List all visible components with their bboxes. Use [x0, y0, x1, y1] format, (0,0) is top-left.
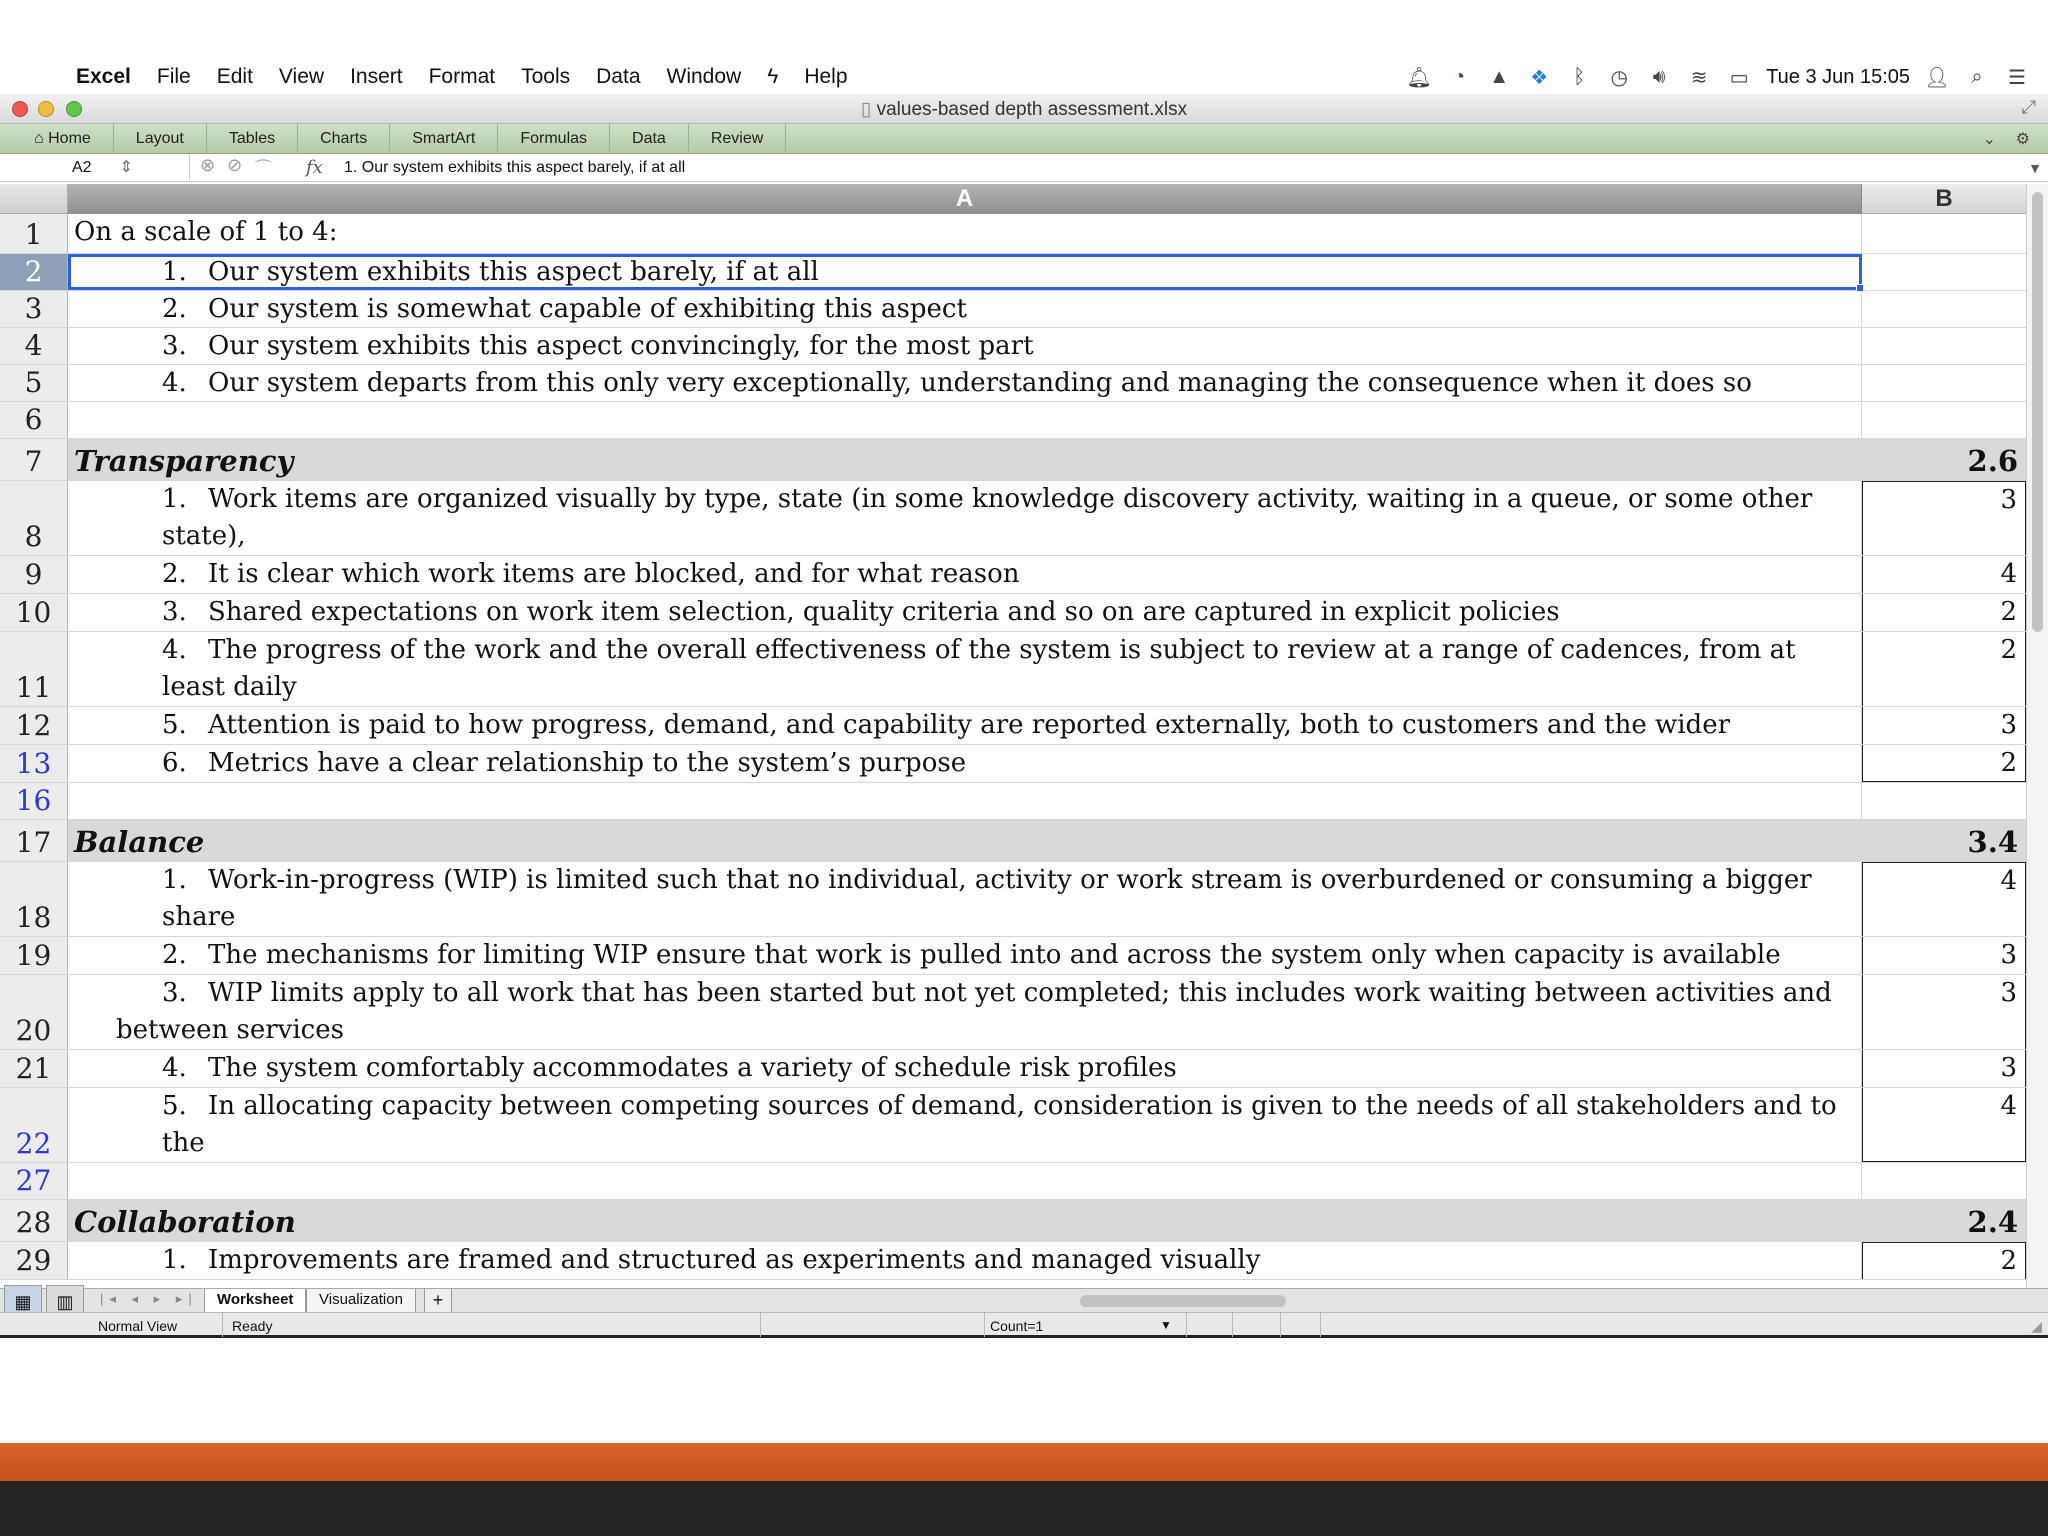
evernote-icon[interactable]: ◔ — [1453, 65, 1466, 88]
page-layout-view-icon[interactable]: ▥ — [46, 1285, 84, 1319]
item-text: WIP limits apply to all work that has been started but not yet completed; this includes work waiting between activities and — [208, 978, 1832, 1008]
row-number[interactable]: 21 — [0, 1050, 68, 1087]
row-number[interactable]: 12 — [0, 707, 68, 744]
score-cell[interactable]: 2 — [1862, 745, 2026, 782]
row-number[interactable]: 5 — [0, 365, 68, 401]
item-number: 4. — [162, 1053, 187, 1083]
volume-icon[interactable]: 🔊︎ — [1652, 65, 1666, 88]
notification-center-icon[interactable]: ☰ — [2008, 66, 2026, 89]
item-number: 1. — [162, 1245, 187, 1275]
status-menus — [1406, 65, 2030, 90]
table-row — [0, 214, 2026, 254]
cell-text-line — [162, 481, 1855, 555]
table-row — [0, 745, 2026, 783]
score-cell[interactable]: 2 — [1862, 632, 2026, 706]
table-row — [0, 862, 2026, 937]
row-number[interactable]: 9 — [0, 556, 68, 593]
normal-view-icon[interactable]: ▦ — [4, 1285, 42, 1319]
item-number: 2. — [162, 940, 187, 970]
row-number[interactable]: 16 — [0, 783, 68, 819]
cell-text-line — [162, 937, 1855, 974]
table-row — [0, 328, 2026, 365]
scale-definition-cell[interactable] — [68, 254, 1862, 290]
row-number[interactable]: 1 — [0, 214, 68, 253]
section-average-cell[interactable]: 3.4 — [1967, 825, 2018, 859]
menu-view[interactable]: View — [278, 65, 325, 88]
cell-text-line — [162, 632, 1855, 706]
item-text: Shared expectations on work item selection, quality criteria and so on are captured in explicit policies — [208, 597, 1560, 627]
row-number[interactable]: 29 — [0, 1242, 68, 1279]
row-number[interactable]: 8 — [0, 481, 68, 555]
fullscreen-icon[interactable]: ⤢ — [2021, 97, 2036, 117]
bluetooth-icon[interactable]: ᛒ — [1573, 65, 1586, 88]
table-row — [0, 632, 2026, 707]
score-cell[interactable]: 4 — [1862, 1088, 2026, 1162]
spotlight-search-icon[interactable]: ⌕ — [1971, 65, 1983, 88]
row-number[interactable]: 28 — [0, 1200, 68, 1241]
item-text: Metrics have a clear relationship to the system’s purpose — [208, 748, 967, 778]
empty-cell[interactable] — [1862, 254, 2026, 290]
item-text: The progress of the work and the overall effectiveness of the system is subject to review at a range of cadences, from at least daily — [162, 635, 1796, 702]
formula-paren-icon[interactable]: ⌒ — [254, 158, 273, 179]
score-cell[interactable]: 3 — [1862, 481, 2026, 555]
item-number: 5. — [162, 1091, 187, 1121]
clock[interactable]: Tue 3 Jun 15:05 — [1766, 65, 1910, 88]
empty-cell[interactable] — [1862, 402, 2026, 438]
item-number: 1. — [162, 257, 187, 287]
score-cell[interactable]: 4 — [1862, 862, 2026, 936]
criterion-cell[interactable] — [68, 556, 1862, 593]
dropbox-icon[interactable]: ❖ — [1530, 66, 1549, 89]
menu-format[interactable]: Format — [428, 65, 496, 88]
empty-cell[interactable] — [1862, 291, 2026, 327]
empty-cell[interactable] — [1862, 783, 2026, 819]
select-all-corner[interactable] — [0, 184, 68, 214]
window-title-bar — [0, 94, 2048, 124]
scale-definition-cell[interactable] — [68, 291, 1862, 327]
vertical-scrollbar[interactable] — [2026, 184, 2048, 1288]
score-cell[interactable]: 2 — [1862, 594, 2026, 631]
cell-text-line — [162, 556, 1855, 593]
item-text: The system comfortably accommodates a variety of schedule risk profiles — [208, 1053, 1177, 1083]
table-row — [0, 937, 2026, 975]
item-text: Our system exhibits this aspect convincingly, for the most part — [208, 331, 1034, 361]
time-machine-icon[interactable]: ◷ — [1610, 66, 1628, 89]
resize-grip-icon[interactable]: ◢ — [2031, 1318, 2042, 1334]
cell-text-line — [162, 745, 1855, 782]
table-row — [0, 556, 2026, 594]
item-text-continued: between services — [116, 1015, 344, 1045]
cell-text-line — [162, 707, 1855, 744]
wifi-icon[interactable]: ≋ — [1690, 66, 1708, 89]
tab-tables[interactable]: Tables — [207, 124, 298, 154]
item-number: 2. — [162, 294, 187, 324]
item-text: It is clear which work items are blocked, and for what reason — [208, 559, 1020, 589]
table-row — [0, 1242, 2026, 1280]
row-number[interactable]: 20 — [0, 975, 68, 1049]
row-number[interactable]: 7 — [0, 439, 68, 480]
sheet-tab-visualization[interactable]: Visualization — [306, 1289, 416, 1313]
intro-cell[interactable]: On a scale of 1 to 4: — [68, 214, 1862, 253]
menu-edit[interactable]: Edit — [216, 65, 253, 88]
tab-layout[interactable]: Layout — [114, 124, 207, 154]
criterion-cell[interactable] — [68, 481, 1862, 555]
empty-cell[interactable] — [68, 1163, 1862, 1199]
spreadsheet-grid — [0, 184, 2026, 1288]
battery-icon[interactable]: ▭ — [1729, 66, 1749, 89]
score-cell[interactable]: 2 — [1862, 1242, 2026, 1279]
section-heading-cell[interactable]: Collaboration — [68, 1200, 1862, 1241]
script-menu-icon[interactable]: ϟ — [767, 65, 779, 88]
insert-function-icon[interactable]: fx — [306, 157, 323, 178]
item-number: 1. — [162, 484, 187, 514]
table-row — [0, 254, 2026, 291]
table-row — [0, 402, 2026, 439]
empty-cell[interactable] — [1862, 365, 2026, 401]
ribbon-collapse-icon[interactable]: ⌄ — [1982, 130, 1996, 148]
item-number: 5. — [162, 710, 187, 740]
table-row — [0, 1050, 2026, 1088]
cancel-entry-icon[interactable]: ⊗ — [200, 154, 216, 175]
menu-bar — [0, 60, 2048, 94]
formula-bar — [0, 154, 2048, 182]
row-number[interactable]: 27 — [0, 1163, 68, 1199]
presentation-orange-band — [0, 1443, 2048, 1481]
score-cell[interactable]: 3 — [1862, 937, 2026, 974]
empty-cell[interactable] — [68, 783, 1862, 819]
sheet-tab-worksheet[interactable]: Worksheet — [204, 1289, 306, 1313]
cell-text-line — [162, 328, 1855, 364]
item-number: 4. — [162, 635, 187, 665]
criterion-cell[interactable] — [68, 975, 1862, 1049]
row-number[interactable]: 10 — [0, 594, 68, 631]
presentation-dark-band — [0, 1481, 2048, 1536]
criterion-cell[interactable] — [68, 937, 1862, 974]
tab-review[interactable]: Review — [689, 124, 786, 154]
item-number: 2. — [162, 559, 187, 589]
column-header-a[interactable]: A — [68, 184, 1862, 214]
menu-tools[interactable]: Tools — [521, 65, 571, 88]
item-number: 6. — [162, 748, 187, 778]
column-header-row — [0, 184, 2026, 214]
status-count-dropdown-icon[interactable]: ▼ — [1160, 1318, 1172, 1332]
item-number: 4. — [162, 368, 187, 398]
item-text: In allocating capacity between competing sources of demand, consideration is given to the needs of all stakeholders and to the — [162, 1091, 1837, 1158]
window-title: values-based depth assessment.xlsx — [876, 99, 1188, 120]
name-box[interactable]: A2 ⇕ — [0, 154, 190, 182]
row-number[interactable]: 3 — [0, 291, 68, 327]
sheet-navigation-arrows-icon[interactable]: |◂ ◂ ▸ ▸| — [100, 1291, 198, 1306]
ribbon-tab-bar — [0, 124, 2048, 154]
cell-text-line — [162, 1088, 1855, 1162]
tab-smartart[interactable]: SmartArt — [390, 124, 498, 154]
status-count[interactable]: Count=1 — [990, 1318, 1044, 1334]
row-number[interactable]: 18 — [0, 862, 68, 936]
google-drive-icon[interactable]: ▲ — [1489, 65, 1510, 88]
formula-bar-expand-icon[interactable]: ▼ — [2028, 159, 2042, 176]
menu-data[interactable]: Data — [596, 65, 641, 88]
table-row — [0, 291, 2026, 328]
section-heading-cell[interactable]: Transparency — [68, 439, 1862, 480]
item-text: Our system departs from this only very exceptionally, understanding and managing the consequence when it does so — [208, 368, 1752, 398]
cell-text-line — [162, 594, 1855, 631]
section-heading-cell[interactable]: Balance — [68, 820, 1862, 861]
table-row — [0, 1163, 2026, 1200]
item-number: 3. — [162, 597, 187, 627]
scale-definition-cell[interactable] — [68, 328, 1862, 364]
menu-file[interactable]: File — [156, 65, 191, 88]
row-number[interactable]: 2 — [0, 254, 68, 290]
status-bar — [0, 1312, 2048, 1338]
table-row — [0, 975, 2026, 1050]
score-cell[interactable]: 3 — [1862, 1050, 2026, 1087]
empty-cell[interactable] — [1862, 1163, 2026, 1199]
row-number[interactable]: 19 — [0, 937, 68, 974]
item-text: Improvements are framed and structured as experiments and managed visually — [208, 1245, 1261, 1275]
tab-formulas[interactable]: Formulas — [498, 124, 610, 154]
scale-definition-cell[interactable] — [68, 365, 1862, 401]
cell-text-line — [162, 254, 1855, 290]
menu-help[interactable]: Help — [804, 65, 848, 88]
cell-text-line — [162, 1050, 1855, 1087]
row-number[interactable]: 6 — [0, 402, 68, 438]
criterion-cell[interactable] — [68, 594, 1862, 631]
home-icon: ⌂ — [34, 129, 49, 147]
tab-data[interactable]: Data — [610, 124, 689, 154]
add-sheet-button[interactable]: + — [424, 1289, 452, 1313]
section-row — [0, 439, 2026, 481]
user-icon[interactable]: 👤︎ — [1924, 66, 1950, 89]
section-row — [0, 1200, 2026, 1242]
cell-text-line — [162, 365, 1855, 401]
table-row — [0, 707, 2026, 745]
row-number[interactable]: 13 — [0, 745, 68, 782]
column-header-b[interactable]: B — [1862, 184, 2026, 214]
criterion-cell[interactable] — [68, 632, 1862, 706]
criterion-cell[interactable] — [68, 1050, 1862, 1087]
cell-text-line — [162, 975, 1855, 1012]
criterion-cell[interactable] — [68, 745, 1862, 782]
item-text: The mechanisms for limiting WIP ensure that work is pulled into and across the system only when capacity is available — [208, 940, 1781, 970]
row-number[interactable]: 4 — [0, 328, 68, 364]
ribbon-settings-gear-icon[interactable]: ⚙ — [2015, 130, 2030, 148]
section-average-cell[interactable]: 2.4 — [1967, 1205, 2018, 1239]
score-cell[interactable]: 3 — [1862, 975, 2026, 1049]
table-row — [0, 1088, 2026, 1163]
empty-cell[interactable] — [1862, 328, 2026, 364]
menu-insert[interactable]: Insert — [350, 65, 403, 88]
vertical-scroll-thumb[interactable] — [2032, 192, 2043, 632]
cell-text-line — [162, 862, 1855, 936]
item-text: Work-in-progress (WIP) is limited such that no individual, activity or work stream is overburdened or consuming a bigger share — [162, 865, 1812, 932]
menu-app-excel[interactable]: Excel — [76, 65, 131, 88]
row-number[interactable]: 17 — [0, 820, 68, 861]
empty-cell[interactable] — [1862, 214, 2026, 253]
item-text: Attention is paid to how progress, demand, and capability are reported externally, both to customers and the wider — [208, 710, 1731, 740]
criterion-cell[interactable] — [68, 1242, 1862, 1279]
tab-home[interactable]: ⌂ Home — [0, 124, 114, 154]
item-number: 1. — [162, 865, 187, 895]
criterion-cell[interactable] — [68, 707, 1862, 744]
sheet-tabs-bar — [0, 1288, 2048, 1312]
table-row — [0, 481, 2026, 556]
section-row — [0, 820, 2026, 862]
horizontal-scroll-thumb[interactable] — [1080, 1295, 1286, 1307]
status-ready: Ready — [232, 1318, 273, 1334]
score-cell[interactable]: 4 — [1862, 556, 2026, 593]
confirm-entry-icon[interactable]: ⊘ — [227, 154, 243, 175]
table-row — [0, 365, 2026, 402]
item-number: 3. — [162, 331, 187, 361]
menu-window[interactable]: Window — [666, 65, 742, 88]
table-row — [0, 783, 2026, 820]
item-text: Our system is somewhat capable of exhibiting this aspect — [208, 294, 967, 324]
empty-cell[interactable] — [68, 402, 1862, 438]
status-view-mode: Normal View — [98, 1318, 178, 1334]
score-cell[interactable]: 3 — [1862, 707, 2026, 744]
cell-text-line — [162, 1242, 1855, 1279]
item-number: 3. — [162, 978, 187, 1008]
cell-text-line — [162, 291, 1855, 327]
document-icon: ▯ — [860, 99, 877, 120]
item-text: Work items are organized visually by type, state (in some knowledge discovery activity, waiting in a queue, or some other state), — [162, 484, 1813, 551]
criterion-cell[interactable] — [68, 1088, 1862, 1162]
item-text: Our system exhibits this aspect barely, if at all — [208, 257, 819, 287]
name-box-stepper-icon[interactable]: ⇕ — [119, 158, 133, 176]
row-number[interactable]: 22 — [0, 1088, 68, 1162]
table-row — [0, 594, 2026, 632]
criterion-cell[interactable] — [68, 862, 1862, 936]
formula-content-field[interactable]: 1. Our system exhibits this aspect barely, if at all — [344, 158, 686, 176]
row-number[interactable]: 11 — [0, 632, 68, 706]
tab-charts[interactable]: Charts — [298, 124, 390, 154]
section-average-cell[interactable]: 2.6 — [1967, 444, 2018, 478]
notification-icon[interactable]: 🔔︎ — [1406, 66, 1432, 89]
